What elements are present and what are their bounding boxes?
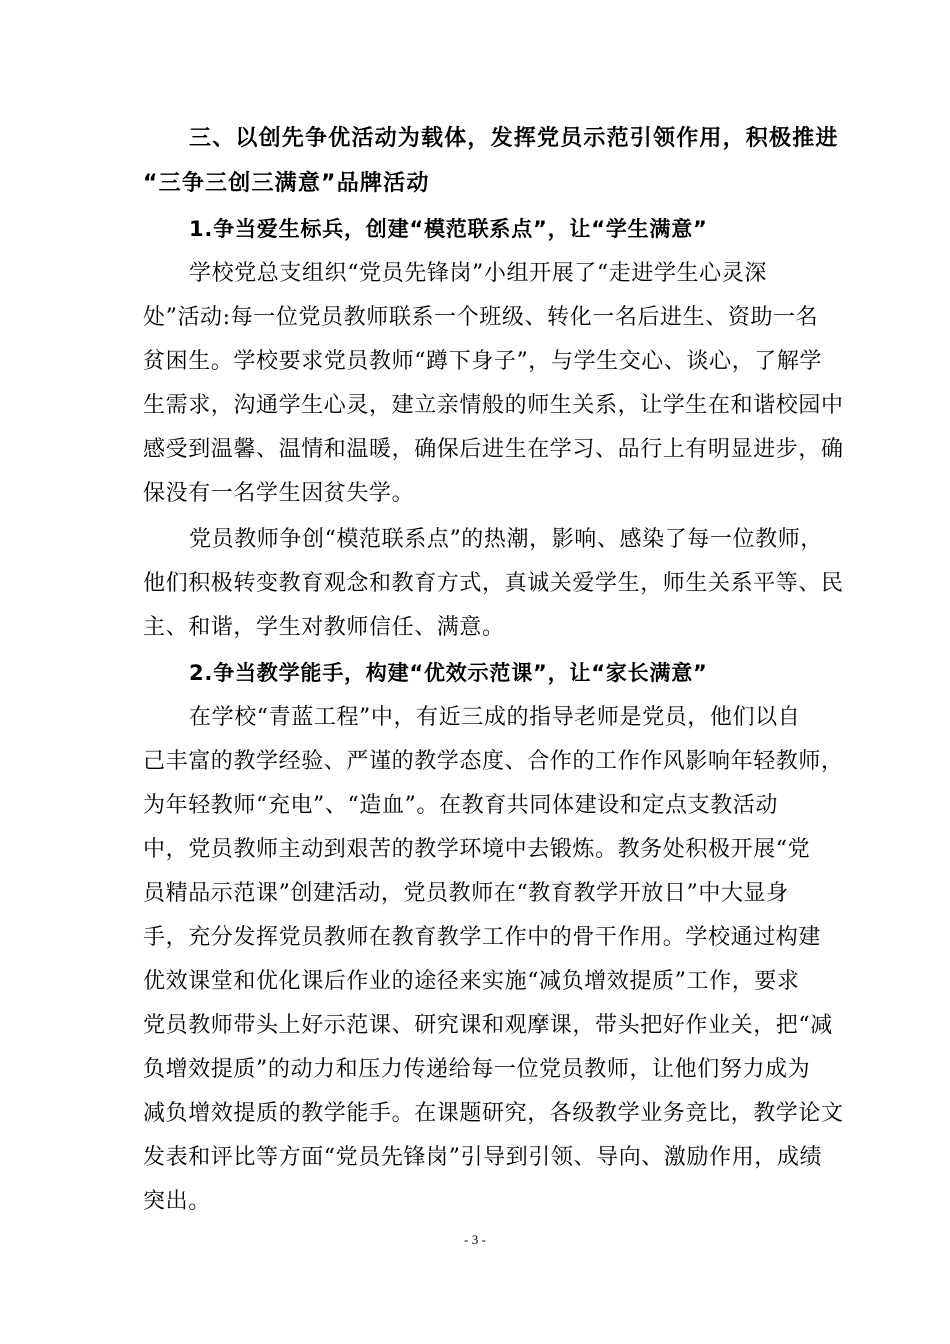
paragraph-line: 感受到温馨、温情和温暖，确保后进生在学习、品行上有明显进步，确: [143, 437, 844, 462]
paragraph-line: 优效课堂和优化课后作业的途径来实施“减负增效提质”工作，要求: [143, 969, 800, 994]
paragraph-line: 己丰富的教学经验、严谨的教学态度、合作的工作作风影响年轻教师，: [143, 749, 844, 774]
paragraph-line: 贫困生。学校要求党员教师“蹲下身子”，与学生交心、谈心，了解学: [143, 349, 823, 374]
paragraph-line: 在学校“青蓝工程”中，有近三成的指导老师是党员，他们以自: [189, 705, 801, 730]
subsection-1-title: 1.争当爱生标兵，创建“模范联系点”，让“学生满意”: [189, 217, 708, 241]
subsection-2-title: 2.争当教学能手，构建“优效示范课”，让“家长满意”: [189, 661, 708, 685]
paragraph-line: 发表和评比等方面“党员先锋岗”引导到引领、导向、激励作用，成绩: [143, 1145, 823, 1170]
paragraph-line: 为年轻教师“充电”、“造血”。在教育共同体建设和定点支教活动: [143, 793, 778, 818]
paragraph-line: 中，党员教师主动到艰苦的教学环境中去锻炼。教务处积极开展“党: [143, 837, 811, 862]
section-heading-line-2: “三争三创三满意”品牌活动: [143, 171, 430, 196]
paragraph-line: 突出。: [143, 1189, 211, 1214]
paragraph-line: 员精品示范课”创建活动，党员教师在“教育教学开放日”中大显身: [143, 881, 789, 906]
paragraph-line: 他们积极转变教育观念和教育方式，真诚关爱学生，师生关系平等、民: [143, 571, 844, 596]
paragraph-line: 负增效提质”的动力和压力传递给每一位党员教师，让他们努力成为: [143, 1057, 811, 1082]
paragraph-line: 生需求，沟通学生心灵，建立亲情般的师生关系，让学生在和谐校园中: [143, 393, 844, 418]
paragraph-line: 减负增效提质的教学能手。在课题研究，各级教学业务竞比，教学论文: [143, 1101, 844, 1126]
paragraph-line: 党员教师争创“模范联系点”的热潮，影响、感染了每一位教师，: [189, 527, 823, 552]
paragraph-line: 主、和谐，学生对教师信任、满意。: [143, 615, 505, 640]
page-number: - 3 -: [464, 1232, 486, 1247]
section-heading-line-1: 三、以创先争优活动为载体，发挥党员示范引领作用，积极推进: [189, 126, 839, 151]
paragraph-line: 手，充分发挥党员教师在教育教学工作中的骨干作用。学校通过构建: [143, 925, 822, 950]
paragraph-line: 学校党总支组织“党员先锋岗”小组开展了“走进学生心灵深: [189, 261, 767, 286]
paragraph-line: 处”活动:每一位党员教师联系一个班级、转化一名后进生、资助一名: [143, 305, 819, 330]
paragraph-line: 党员教师带头上好示范课、研究课和观摩课，带头把好作业关，把“减: [143, 1013, 833, 1038]
paragraph-line: 保没有一名学生因贫失学。: [143, 481, 415, 506]
